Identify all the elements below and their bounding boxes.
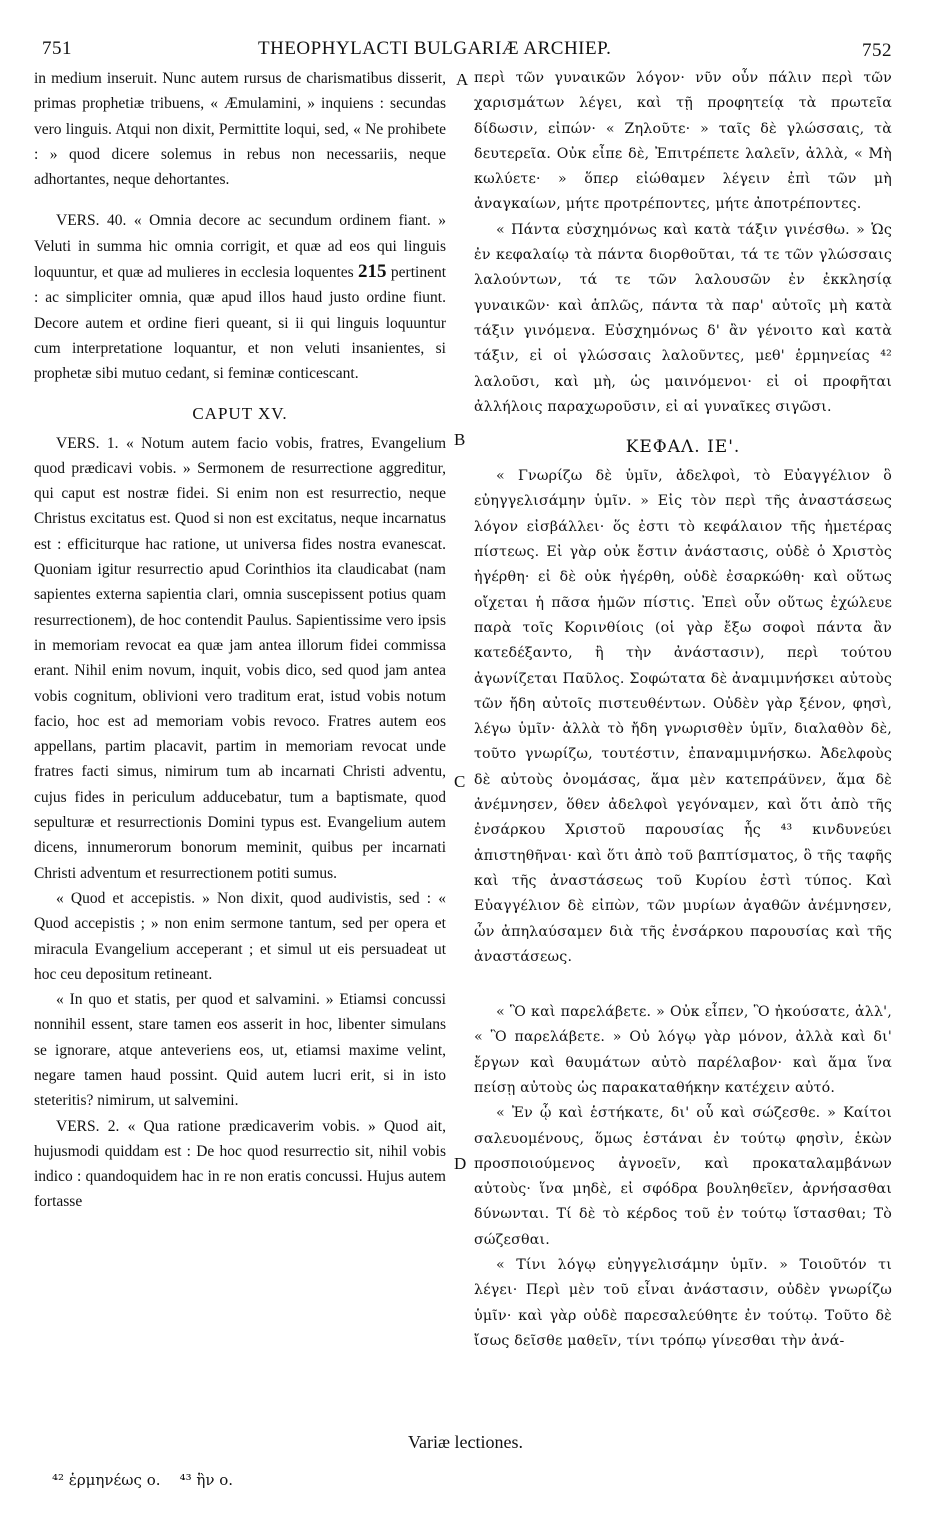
- latin-paragraph: « Quod et accepistis. » Non dixit, quod audivistis, sed : « Quod accepistis ; » non enim sermone tantum, sed per opera et miracula Evangelium acceperant ; et simul ut eis persuadeat ut hoc ceu depositum retineant.: [34, 889, 446, 983]
- section-marker-b: B: [454, 430, 466, 449]
- greek-paragraph: « Πάντα εὐσχημόνως καὶ κατὰ τάξιν γινέσθω. » Ὡς ἐν κεφαλαίῳ τὰ πάντα διορθοῦται, τά τε τῶν γλώσσαις λαλούντων, τά τε τῶν λαλουσῶν ἐν ἐκκλησίᾳ γυναικῶν· καὶ ἁπλῶς, πάντα τὰ παρ' αὐτοῖς μὴ κατὰ τάξιν γινόμενα. Εὐσχημόνως δ' ἂν γένοιτο καὶ κατὰ τάξιν, εἰ οἱ γλώσσαις λαλοῦντες, μεθ' ἑρμηνείας ⁴² λαλοῦσι, καὶ μὴ, ὡς μαινόμενοι· εἰ οἱ προφῆται ἀλλήλοις παραχωροῦσιν, εἰ αἱ γυναῖκες σιγῶσι.: [474, 221, 892, 415]
- latin-text: VERS. 40. « Omnia decore ac secundum ordinem fiant. » Veluti in summa hic omnia corrigit, et quæ ad eos qui linguis loquuntur, et quæ ad mulieres in ecclesia loquentes: [34, 212, 446, 282]
- latin-column: [34, 66, 446, 1436]
- greek-paragraph: « Τίνι λόγῳ εὐηγγελισάμην ὑμῖν. » Τοιοῦτόν τι λέγει· Περὶ μὲν τοῦ εἶναι ἀνάστασιν, οὐδὲν γνωρίζω ὑμῖν· καὶ γὰρ οὐδὲ παρεσαλεύθητε ἐν τούτῳ. Τοῦτο δὲ ἴσως δεῖσθε μαθεῖν, τίνι τρόπῳ γίνεσθαι τὴν ἀνά-: [474, 1257, 892, 1349]
- latin-paragraph: « In quo et statis, per quod et salvamini. » Etiamsi concussi nonnihil essent, stare tamen eos asserit in hoc, libenter simulans se ignorare, atque anteveriens eos, ut, etiamsi maxime velint, negare tamen haud possint. Quid autem lucri erit, si in isto steteritis? nimirum, ut salvemini.: [34, 991, 446, 1110]
- greek-paragraph: « Ὃ καὶ παρελάβετε. » Οὐκ εἶπεν, Ὃ ἠκούσατε, ἀλλ', « Ὃ παρελάβετε. » Οὐ λόγῳ γὰρ μόνον, ἀλλὰ καὶ δι' ἔργων καὶ θαυμάτων αὐτὸ παρέλαβον· καὶ ἅμα ἵνα πείσῃ αὐτοὺς ὡς παρακαταθήκην κατέχειν αὐτό.: [474, 1004, 892, 1096]
- section-marker-a: A: [456, 70, 469, 89]
- latin-paragraph: in medium inseruit. Nunc autem rursus de charismatibus disserit, primas prophetiæ tribuens, « Æmulamini, » inquiens : secundas vero linguis. Atqui non dixit, Permittite loqui, sed, « Ne prohibete : » quod dicere solemus in rebus non necessariis, neque adhortantes, neque dehortantes.: [34, 70, 446, 189]
- footnote: ⁴² ἑρμηνέως ο.: [52, 1471, 161, 1489]
- page-number-left: 751: [42, 38, 72, 59]
- footnotes: [52, 1471, 233, 1489]
- page-number-right: 752: [862, 40, 892, 61]
- running-header: [0, 38, 931, 62]
- chapter-heading-latin: CAPUT XV.: [192, 403, 288, 423]
- latin-paragraph: VERS. 1. « Notum autem facio vobis, fratres, Evangelium quod prædicavi vobis. » Sermonem de resurrectione aggreditur, qui caput est nostræ fidei. Si enim non est resurrectio, neque Christus excitatus est. Quod si non est excitatus, neque incarnatus est : efficiturque hac ratione, ut universa fides nostra evanescat. Quoniam igitur resurrectio apud Corinthios ita claudicabat (nam sapientes externa sapientia clari, omnia suscepissent potius quam resurrectionem), de hoc contendit Paulus. Sapientissime vero ipsis in memoriam revocat ea quæ jam antea illorum fidei commissa erant. Nihil enim novum, inquit, vobis dico, sed quod jam antea vobis cognitum, oblivioni vero traditum erat, istud vobis notum facio, hoc est ad memoriam vobis revoco. Fratres autem eos appellans, partim placavit, partim in memoriam revocat unde fratres facti simus, nimirum tum ab incarnati Christi adventu, cujus fides in periculum adducebatur, tum a baptismate, quod sepulturæ et resurrectionis Domini typus est. Evangelium autem dicens, innumerorum bonorum meminit, quibus per incarnati Christi adventum et resurrectionem potiti sumus.: [34, 434, 446, 882]
- greek-paragraph: περὶ τῶν γυναικῶν λόγον· νῦν οὖν πάλιν περὶ τῶν χαρισμάτων λέγει, καὶ τῇ προφητείᾳ τὰ πρωτεῖα δίδωσιν, εἰπών· « Ζηλοῦτε· » ταῖς δὲ γλώσσαις, τὰ δευτερεῖα. Οὐκ εἶπε δὲ, Ἐπιτρέπετε λαλεῖν, ἀλλὰ, « Μὴ κωλύετε· » ὅπερ εἰώθαμεν λέγειν ἐπὶ τῶν μὴ ἀναγκαίων, μήτε προτρέποντες, μήτε ἀποτρέποντες.: [474, 70, 892, 213]
- greek-paragraph: « Γνωρίζω δὲ ὑμῖν, ἀδελφοὶ, τὸ Εὐαγγέλιον ὃ εὐηγγελισάμην ὑμῖν. » Εἰς τὸν περὶ τῆς ἀναστάσεως λόγον εἰσβάλλει· ὅς ἐστι τὸ κεφάλαιον τῆς ἡμετέρας πίστεως. Εἰ γὰρ οὐκ ἔστιν ἀνάστασις, οὐδὲ ὁ Χριστὸς ἠγέρθη· εἰ δὲ οὐκ ἠγέρθη, οὐδὲ ἐσαρκώθη· καὶ οὕτως οἴχεται ἡ πᾶσα ἡμῶν πίστις. Ἐπεὶ οὖν οὕτως ἐχώλευε παρὰ τοῖς Κορινθίοις (οἱ γὰρ ἔξω σοφοὶ πάντα ἂν κατεδέξαντο, ἢ τὴν ἀνάστασιν), περὶ τούτου ἀγωνίζεται Παῦλος. Σοφώτατα δὲ ἀναμιμνήσκει αὐτοὺς τῶν ἤδη αὐτοῖς πιστευθέντων. Οὐδὲν γὰρ ξένον, φησὶ, λέγω ὑμῖν· ἀλλὰ τὸ ἤδη γνωρισθὲν ὑμῖν, διαλαθὸν δὲ, τοῦτο γνωρίζω, τουτέστιν, ἐπαναμιμνήσκω. Ἀδελφοὺς δὲ αὐτοὺς ὀνομάσας, ἅμα μὲν κατεπράϋνεν, ἅμα δὲ ἀνέμνησεν, ὅθεν ἀδελφοὶ γεγόναμεν, καὶ ὅτι ἀπὸ τῆς ἐνσάρκου Χριστοῦ παρουσίας ἧς ⁴³ κινδυνεύει ἀπιστηθῆναι· καὶ ὅτι ἀπὸ τοῦ βαπτίσματος, ὃ τῆς ταφῆς καὶ τῆς ἀναστάσεως τοῦ Κυρίου ἐστὶ τύπος. Καὶ Εὐαγγέλιον δὲ εἰπὼν, τῶν μυρίων ἀγαθῶν ἀνέμνησεν, ὧν ἀπηλαύσαμεν διὰ τῆς ἐνσάρκου παρουσίας καὶ τῆς ἀναστάσεως.: [474, 468, 892, 965]
- footnote: ⁴³ ἣν ο.: [179, 1471, 234, 1489]
- variae-lectiones-heading: Variæ lectiones.: [408, 1432, 523, 1452]
- latin-text: pertinent : ac simpliciter omnia, quæ apud illos haud justo ordine fiunt. Decore autem et ordine fieri queant, si ii qui linguis loquuntur cum interpretatione loquantur, et non veluti insanientes, si prophetæ sibi mutuo cedant, si feminæ conticescant.: [34, 264, 446, 383]
- column-number: 215: [358, 261, 387, 283]
- greek-paragraph: « Ἐν ᾧ καὶ ἑστήκατε, δι' οὗ καὶ σώζεσθε. » Καίτοι σαλευομένους, ὅμως ἑστάναι ἐν τούτῳ φησὶν, ἑκὼν προσποιούμενος ἀγνοεῖν, καὶ προκαταλαμβάνων αὐτοὺς· ἵνα μηδὲ, εἰ σφόδρα βουληθεῖεν, ἀρνήσασθαι δύνωνται. Τί δὲ τὸ κέρδος τοῦ ἐν τούτῳ ἵστασθαι; Τὸ σώζεσθαι.: [474, 1105, 892, 1248]
- latin-paragraph: [34, 208, 446, 386]
- section-marker-d: D: [454, 1154, 467, 1173]
- chapter-heading-greek: ΚΕΦΑΛ. ΙΕ'.: [625, 437, 741, 458]
- greek-column: [474, 66, 892, 1436]
- running-title: THEOPHYLACTI BULGARIÆ ARCHIEP.: [258, 38, 612, 59]
- section-marker-c: C: [454, 772, 466, 791]
- latin-paragraph: VERS. 2. « Qua ratione prædicaverim vobis. » Quod ait, hujusmodi quiddam est : De hoc quod resurrectio sit, nihil vobis indico : quandoquidem hac in re non eratis concussi. Hujus autem fortasse: [34, 1117, 446, 1211]
